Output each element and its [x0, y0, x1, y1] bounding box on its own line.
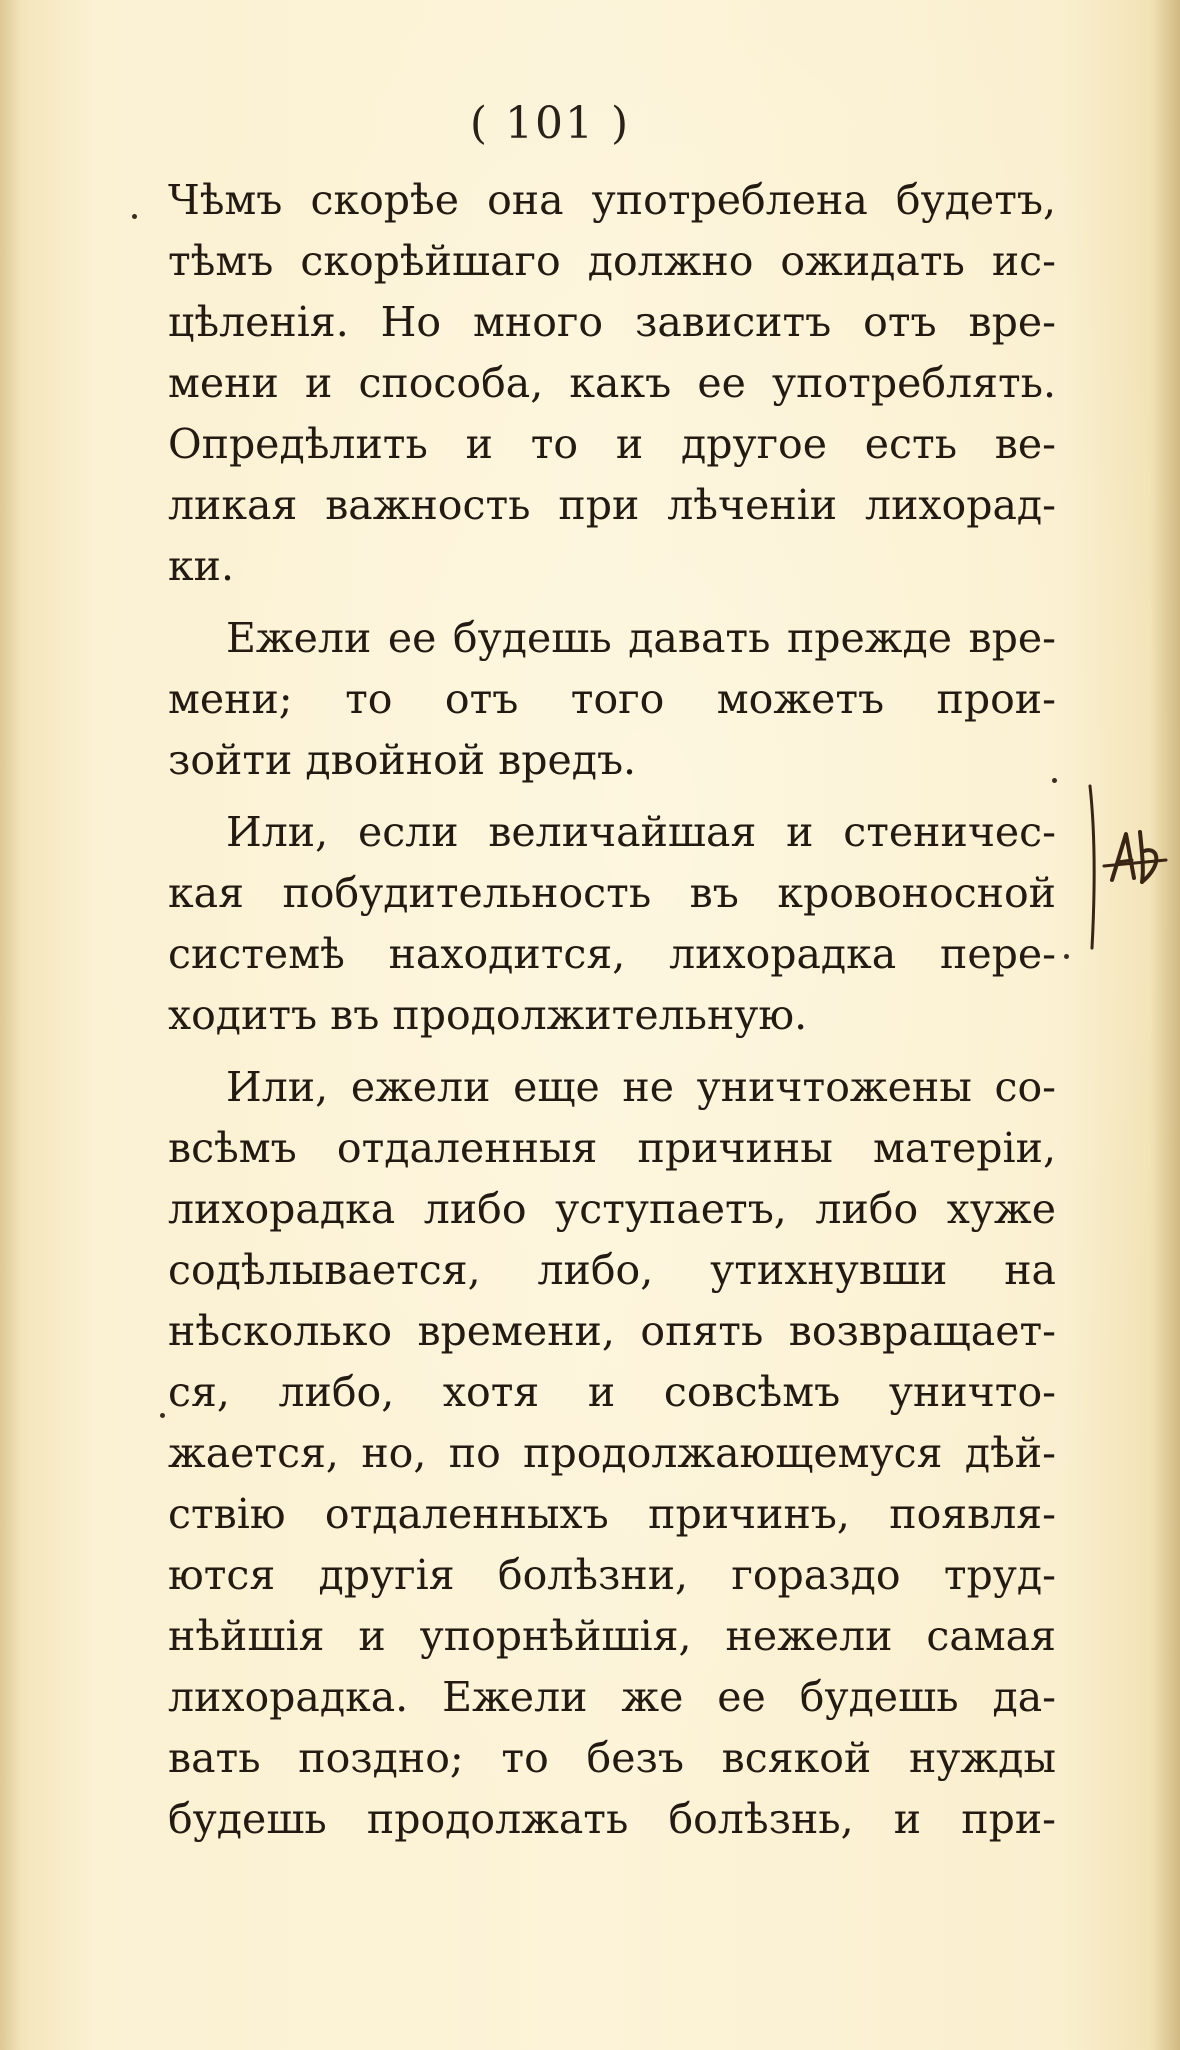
text-line: Ежели ее будешь давать прежде вре-: [226, 614, 1056, 662]
text-line: ликая важность при лѣченіи лихорад-: [168, 481, 1056, 529]
body-text: [168, 170, 1056, 1861]
page-edge-left: [0, 0, 22, 2050]
text-line: тѣмъ скорѣйшаго должно ожидать ис-: [168, 237, 1056, 285]
ink-speck: [1064, 954, 1069, 959]
text-line: жается, но, по продолжающемуся дѣй-: [168, 1429, 1056, 1477]
text-line: нѣйшія и упорнѣйшія, нежели самая: [168, 1612, 1056, 1660]
text-line: Или, если величайшая и стеничес-: [226, 808, 1056, 856]
ink-speck: [132, 214, 137, 219]
handwritten-mark-icon: [1082, 782, 1172, 952]
text-line: нѣсколько времени, опять возвращает-: [168, 1307, 1056, 1355]
paragraph-4: [168, 1057, 1056, 1850]
text-line: вать поздно; то безъ всякой нужды: [168, 1734, 1056, 1782]
text-line: ки.: [168, 542, 234, 590]
text-line: зойти двойной вредъ.: [168, 736, 637, 784]
text-line: лихорадка. Ежели же ее будешь да-: [168, 1673, 1056, 1721]
text-line: Или, ежели еще не уничтожены со-: [226, 1063, 1056, 1111]
paragraph-3: [168, 802, 1056, 1046]
text-line: ствію отдаленныхъ причинъ, появля-: [168, 1490, 1056, 1538]
text-line: лихорадка либо уступаетъ, либо хуже: [168, 1185, 1056, 1233]
text-line: ся, либо, хотя и совсѣмъ уничто-: [168, 1368, 1056, 1416]
text-line: цѣленія. Но много зависитъ отъ вре-: [168, 298, 1056, 346]
text-line: системѣ находится, лихорадка пере-: [168, 930, 1056, 978]
text-line: всѣмъ отдаленныя причины матеріи,: [168, 1124, 1056, 1172]
ink-speck: [1052, 778, 1057, 783]
ink-speck: [160, 1413, 165, 1418]
page-edge-right: [1150, 0, 1180, 2050]
text-line: мени и способа, какъ ее употреблять.: [168, 359, 1056, 407]
paragraph-1: [168, 170, 1056, 597]
text-line: ходитъ въ продолжительную.: [168, 991, 808, 1039]
text-line: будешь продолжать болѣзнь, и при-: [168, 1795, 1056, 1843]
text-line: ются другія болѣзни, гораздо труд-: [168, 1551, 1056, 1599]
paragraph-2: [168, 608, 1056, 791]
text-line: Чѣмъ скорѣе она употреблена будетъ,: [168, 176, 1056, 224]
text-line: мени; то отъ того можетъ прои-: [168, 675, 1056, 723]
text-line: Опредѣлить и то и другое есть ве-: [168, 420, 1056, 468]
text-line: содѣлывается, либо, утихнувши на: [168, 1246, 1056, 1294]
page-number: ( 101 ): [469, 98, 631, 149]
text-line: кая побудительность въ кровоносной: [168, 869, 1056, 917]
